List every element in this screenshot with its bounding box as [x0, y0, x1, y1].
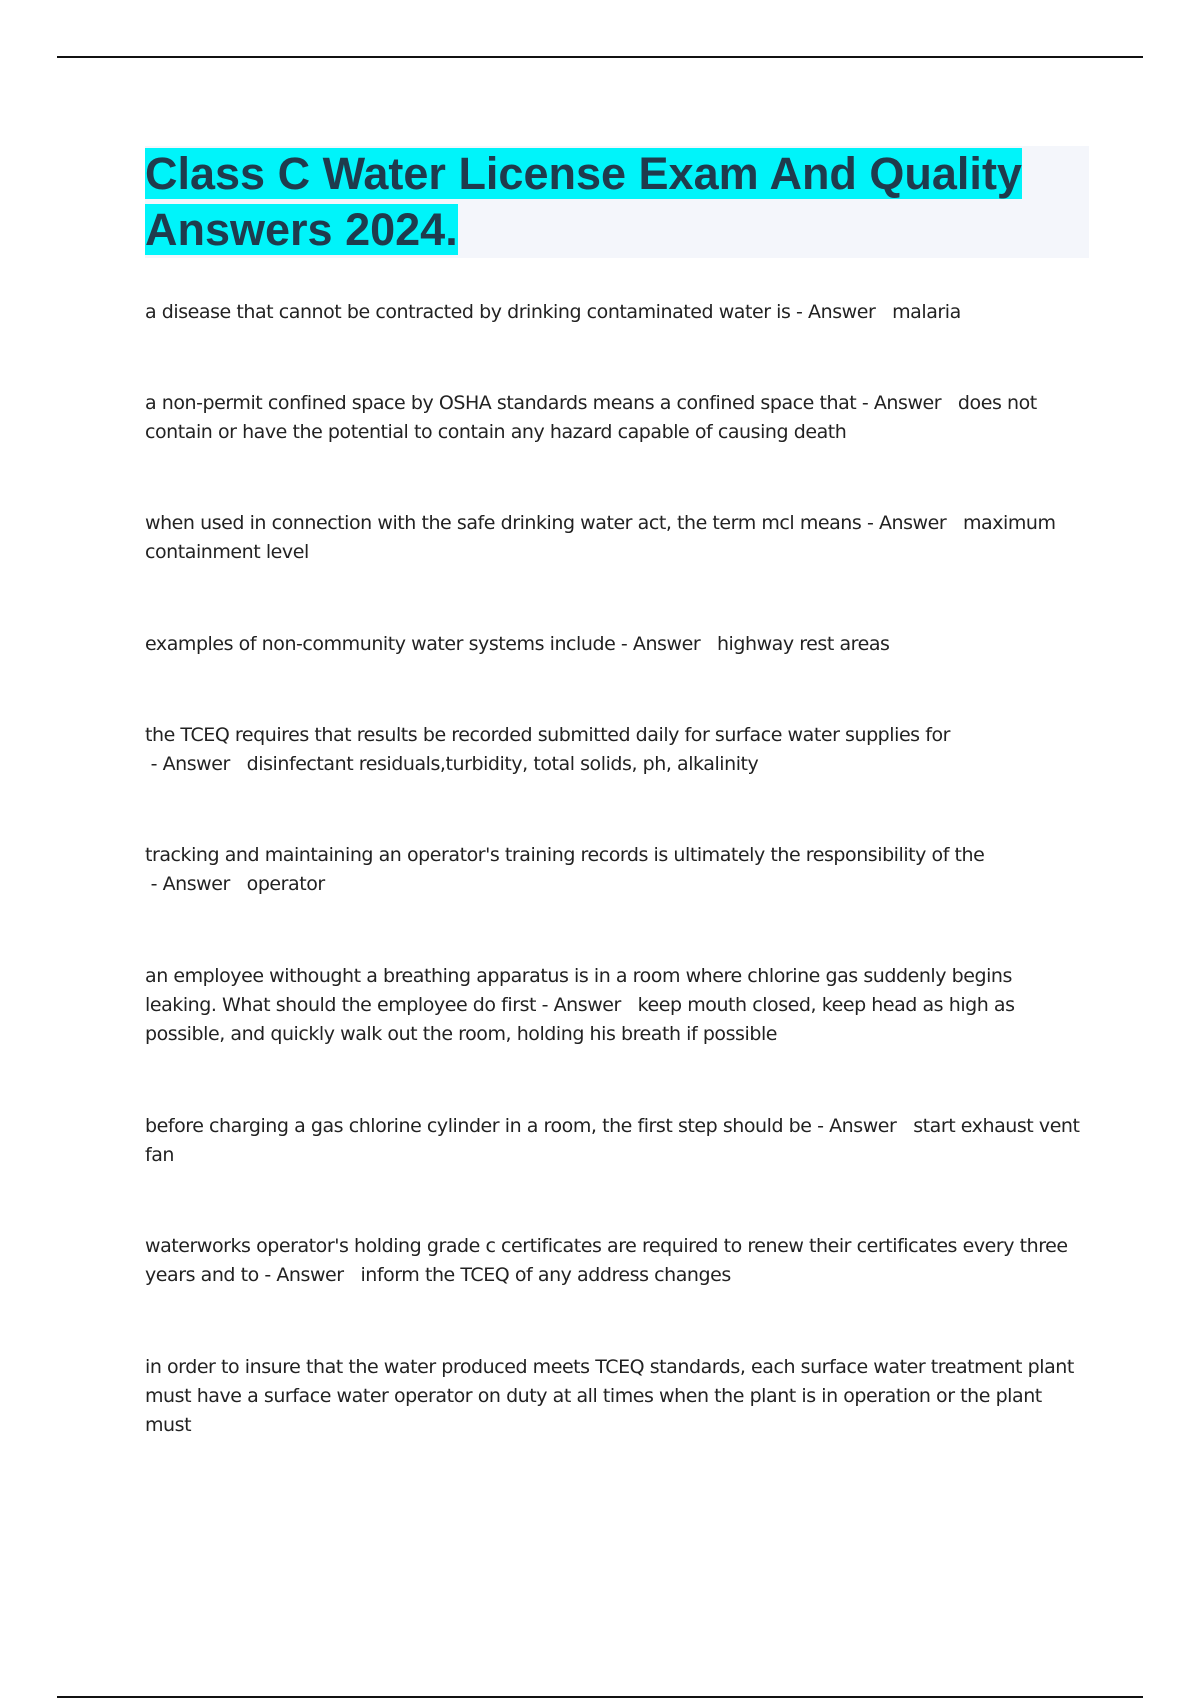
answer-marker: - Answer	[790, 301, 893, 323]
qa-item	[145, 509, 1085, 567]
question-text: tracking and maintaining an operator's training records is ultimately the responsibility of the	[145, 844, 985, 866]
question-text: the TCEQ requires that results be recorded submitted daily for surface water supplies for	[145, 724, 950, 746]
header-rule	[57, 56, 1143, 58]
question-text: a non-permit confined space by OSHA standards means a confined space that	[145, 392, 857, 414]
answer-text: operator	[246, 873, 325, 895]
qa-item	[145, 962, 1085, 1049]
qa-item	[145, 630, 1085, 659]
answer-marker: - Answer	[856, 392, 958, 414]
answer-marker: - Answer	[145, 873, 247, 895]
question-text: in order to insure that the water produced meets TCEQ standards, each surface water treatment plant must have a surface water operator on duty at all times when the plant is in operation or the plant must	[145, 1356, 1074, 1436]
title-highlight: Class C Water License Exam And Quality Answers 2024.	[145, 148, 1022, 255]
question-text: an employee withought a breathing apparatus is in a room where chlorine gas suddenly begins leaking. What should the employee do first	[145, 965, 1012, 1016]
answer-marker: - Answer	[615, 633, 717, 655]
question-text: waterworks operator's holding grade c certificates are required to renew their certificates every three years and to	[145, 1235, 1068, 1286]
answer-marker: - Answer	[811, 1115, 914, 1137]
qa-item	[145, 721, 1085, 779]
qa-item	[145, 389, 1085, 447]
question-text: before charging a gas chlorine cylinder in a room, the first step should be	[145, 1115, 812, 1137]
answer-text: keep mouth closed, keep head as high as possible, and quickly walk out the room, holding his breath if possible	[145, 994, 1015, 1045]
answer-marker: - Answer	[536, 994, 638, 1016]
answer-text: maximum containment level	[145, 512, 1056, 563]
answer-text: start exhaust vent fan	[145, 1115, 1080, 1166]
footer-rule	[57, 1696, 1143, 1698]
qa-item	[145, 1353, 1085, 1440]
question-text: examples of non-community water systems include	[145, 633, 616, 655]
qa-item	[145, 1112, 1085, 1170]
question-text: when used in connection with the safe drinking water act, the term mcl means	[145, 512, 862, 534]
answer-marker: - Answer	[258, 1264, 361, 1286]
answer-text: does not contain or have the potential to contain any hazard capable of causing death	[145, 392, 1037, 443]
answer-text: malaria	[892, 301, 961, 323]
question-text: a disease that cannot be contracted by drinking contaminated water is	[145, 301, 791, 323]
answer-marker: - Answer	[861, 512, 963, 534]
qa-item	[145, 841, 1085, 899]
answer-text: disinfectant residuals,turbidity, total solids, ph, alkalinity	[246, 753, 759, 775]
qa-item	[145, 298, 1085, 327]
document-title	[145, 146, 1089, 258]
answer-marker: - Answer	[145, 753, 247, 775]
answer-text: inform the TCEQ of any address changes	[360, 1264, 731, 1286]
qa-item	[145, 1232, 1085, 1290]
answer-text: highway rest areas	[716, 633, 890, 655]
title-block	[145, 146, 1089, 258]
